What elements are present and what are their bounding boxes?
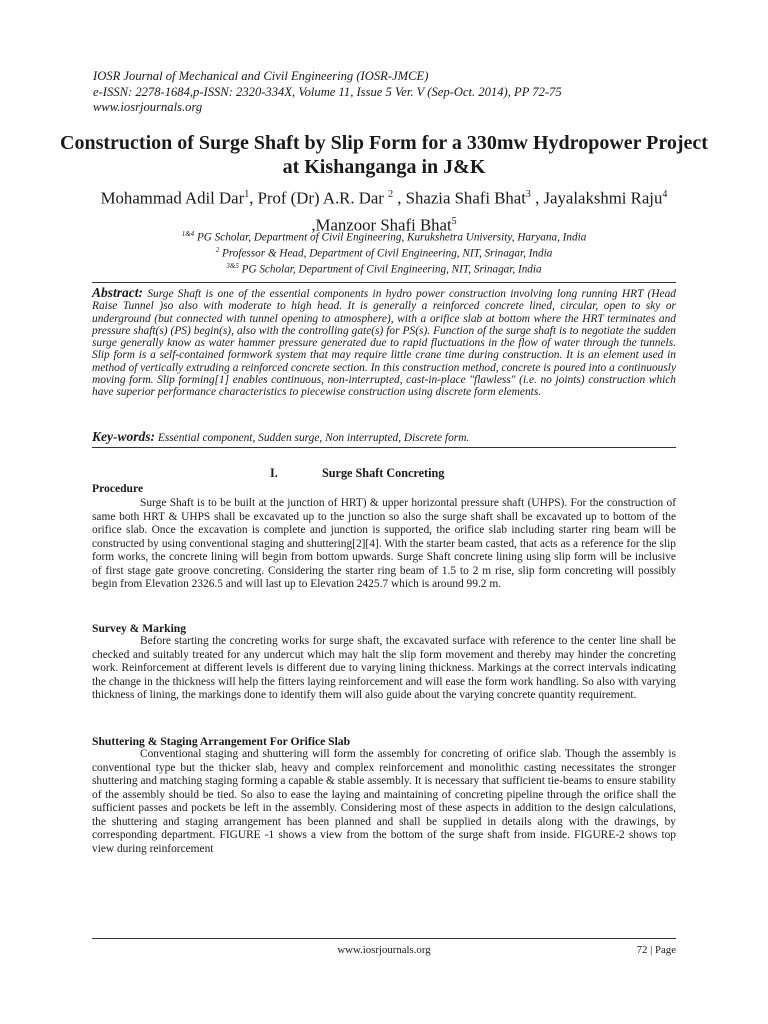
author-affil-sup: 4	[662, 189, 668, 200]
section-number: I.	[270, 466, 278, 480]
footer-divider	[92, 938, 676, 939]
footer-website: www.iosrjournals.org	[337, 944, 431, 956]
author-separator: ,	[311, 215, 316, 235]
page-number: 72 | Page	[636, 944, 676, 956]
subheading-survey: Survey & Marking	[92, 622, 187, 635]
abstract	[92, 287, 676, 399]
journal-url: www.iosrjournals.org	[93, 100, 203, 114]
author-separator: ,	[393, 188, 406, 208]
section-title: Surge Shaft Concreting	[322, 466, 445, 480]
journal-header	[93, 69, 693, 116]
author-name: Mohammad Adil Dar	[100, 188, 245, 208]
author-separator: ,	[249, 188, 258, 208]
author-affil-sup: 3	[525, 189, 531, 200]
author-affil-sup: 1	[244, 189, 250, 200]
author-name: Manzoor Shafi Bhat	[315, 215, 452, 235]
affiliation-line	[70, 244, 698, 260]
author-affil-sup: 2	[388, 189, 394, 200]
author-separator: ,	[530, 188, 544, 208]
affiliation-list	[70, 228, 698, 277]
affiliation-sup: 1&4	[181, 230, 195, 238]
author-affil-sup: 5	[451, 215, 457, 227]
keywords-label: Key-words:	[92, 429, 155, 444]
paragraph-procedure: Surge Shaft is to be built at the junction of HRT) & upper horizontal pressure shaft (UHPS). For the construction of same both HRT & UHPS shall be excavated up to the junction so also the surge shaft shall be excavated up to bottom of the orifice slab. Once the excavation is complete and junction is supported, the orifice slab including starter ring beam will be constructed by using conventional staging and shuttering[2][4]. With the starter beam casted, that acts as a reference for the slip form works, the concrete lining will begin from bottom upwards. Surge Shaft concrete lining using slip form will be inclusive of first stage gate groove concreting. Considering the starter ring beam of 1.5 to 2 m rise, slip form concreting will possibly begin from Elevation 2326.5 and will last up to Elevation 2425.7 which is around 99.2 m.	[92, 497, 676, 590]
affiliation-sup: 3&5	[226, 262, 239, 271]
paragraph-shuttering: Conventional staging and shuttering will form the assembly for concreting of orifice slab. Though the assembly is conventional type but the thicker slab, heavy and complex reinforcement and monolithic casting necessitates the stronger shuttering and matching staging forming a capable & stable assembly. It is necessary that sufficient tie-beams to ensure stability of the assembly should be tied. So also to ease the laying and maintaining of concreting pipeline through the orifice shall the sufficient passes and pockets be left in the assembly. Considering most of these aspects in addition to the design calculations, the shuttering and staging arrangement has been planned and shall be supplied in details along with the drawings, by corresponding department. FIGURE -1 shows a view from the bottom of the surge shaft from inside. FIGURE-2 shows top view during reinforcement	[92, 748, 676, 855]
journal-issn-volume: e-ISSN: 2278-1684,p-ISSN: 2320-334X, Volume 11, Issue 5 Ver. V (Sep-Oct. 2014), PP 72-75	[93, 84, 562, 99]
author-name: Jayalakshmi Raju	[543, 188, 663, 208]
paragraph-survey: Before starting the concreting works for surge shaft, the excavated surface with reference to the center line shall be checked and suitably treated for any undercut which may halt the slip form movement and thereby may hinder the concreting work. Reinforcement at different levels is different due to varying lining thickness. Markings at the correct intervals indicating the change in the thickness will help the fitters laying reinforcement and will ease the form work handling. So also with varying thickness of lining, the markings done to identify them will also guide about the varying concrete quantity requirement.	[92, 635, 676, 701]
affiliation-sup: 2	[215, 246, 220, 255]
affiliation-line	[70, 228, 698, 244]
journal-name: IOSR Journal of Mechanical and Civil Engineering (IOSR-JMCE)	[93, 69, 429, 83]
author-name: Shazia Shafi Bhat	[405, 188, 526, 208]
keywords-text: Essential component, Sudden surge, Non interrupted, Discrete form.	[157, 432, 470, 444]
affiliation-text: PG Scholar, Department of Civil Engineering, Kurukshetra University, Haryana, India	[194, 231, 587, 244]
affiliation-line	[70, 260, 698, 276]
subheading-procedure: Procedure	[92, 482, 144, 495]
section-heading	[270, 466, 530, 481]
author-name: Prof (Dr) A.R. Dar	[257, 188, 389, 208]
keywords	[92, 429, 676, 445]
subheading-shuttering: Shuttering & Staging Arrangement For Orifice Slab	[92, 735, 351, 748]
affiliation-text: PG Scholar, Department of Civil Engineering, NIT, Srinagar, India	[238, 264, 542, 277]
abstract-text: Surge Shaft is one of the essential components in hydro power construction involving long running HRT (Head Raise Tunnel )so also with moderate to high head. It is generally a reinforced concrete lined, circular, open to sky or underground (but connected with tunnel opening to atmosphere), with a orifice slab at bottom where the HRT terminates and pressure shaft(s) (PS) begin(s), also with the controlling gate(s) for PS(s). Function of the surge shaft is to negotiate the sudden surge generally know as water hammer pressure generated due to rapid fluctuations in the flow of water through the tunnels. Slip form is a self-contained formwork system that may require little crane time during construction. It is an element used in method of vertically extruding a reinforced concrete section. In this construction method, concrete is poured into a continuously moving form. Slip forming[1] enables continuous, non-interrupted, cast-in-place "flawless" (i.e. no joints) construction which have superior performance characteristics to piecewise construction using discrete form elements.	[92, 288, 676, 399]
affiliation-text: Professor & Head, Department of Civil Engineering, NIT, Srinagar, India	[219, 247, 553, 260]
abstract-label: Abstract:	[92, 285, 144, 300]
paper-title: Construction of Surge Shaft by Slip Form for a 330mw Hydropower Project at Kishanganga in J&K	[60, 132, 708, 178]
